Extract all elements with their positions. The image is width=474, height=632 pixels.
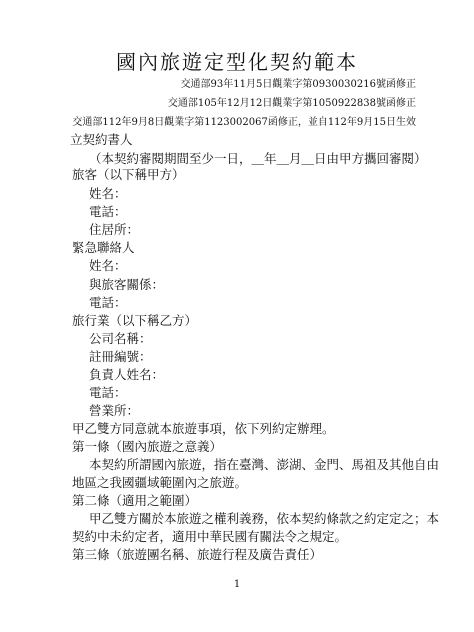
article-1-text: 地區之我國疆域範圍內之旅遊。	[72, 475, 248, 490]
company-name-field: 公司名稱：	[89, 331, 152, 346]
party-b-phone-field: 電話：	[89, 385, 127, 400]
article-2-heading: 第二條（適用之範圍）	[72, 493, 198, 508]
article-2-text: 契約中未約定者，適用中華民國有關法令之規定。	[72, 529, 348, 544]
page-number: 1	[233, 579, 241, 590]
article-1-heading: 第一條（國內旅遊之意義）	[72, 439, 223, 454]
emergency-contact-relation-field: 與旅客關係：	[89, 277, 165, 292]
emergency-contact-phone-field: 電話：	[89, 295, 127, 310]
article-2-text: 甲乙雙方關於本旅遊之權利義務，依本契約條款之約定定之；本	[89, 511, 440, 526]
review-period-note: （本契約審閱期間至少一日，＿年＿月＿日由甲方攜回審閱）	[89, 151, 427, 166]
party-a-heading: 旅客（以下稱甲方）	[72, 167, 185, 182]
amendment-note: 交通部112年9月8日觀業字第1123002067函修正，並自112年9月15日生效	[72, 117, 416, 128]
party-b-heading: 旅行業（以下稱乙方）	[72, 313, 198, 328]
amendment-note: 交通部93年11月5日觀業字第0930030216號函修正	[180, 79, 416, 90]
business-office-field: 營業所：	[89, 403, 140, 418]
agreement-statement: 甲乙雙方同意就本旅遊事項，依下列約定辦理。	[72, 421, 335, 436]
document-title: 國內旅遊定型化契約範本	[116, 50, 358, 74]
amendment-note: 交通部105年12月12日觀業字第1050922838號函修正	[167, 98, 416, 109]
representative-name-field: 負責人姓名：	[89, 367, 165, 382]
parties-heading: 立契約書人	[70, 132, 133, 147]
emergency-contact-heading: 緊急聯絡人	[72, 240, 135, 255]
article-3-heading: 第三條（旅遊團名稱、旅遊行程及廣告責任）	[72, 547, 323, 562]
article-1-text: 本契約所謂國內旅遊，指在臺灣、澎湖、金門、馬祖及其他自由	[89, 457, 440, 472]
party-a-phone-field: 電話：	[89, 204, 127, 219]
emergency-contact-name-field: 姓名：	[89, 258, 127, 273]
registration-number-field: 註冊編號：	[89, 349, 152, 364]
party-a-name-field: 姓名：	[89, 186, 127, 201]
party-a-address-field: 住居所：	[89, 222, 140, 237]
